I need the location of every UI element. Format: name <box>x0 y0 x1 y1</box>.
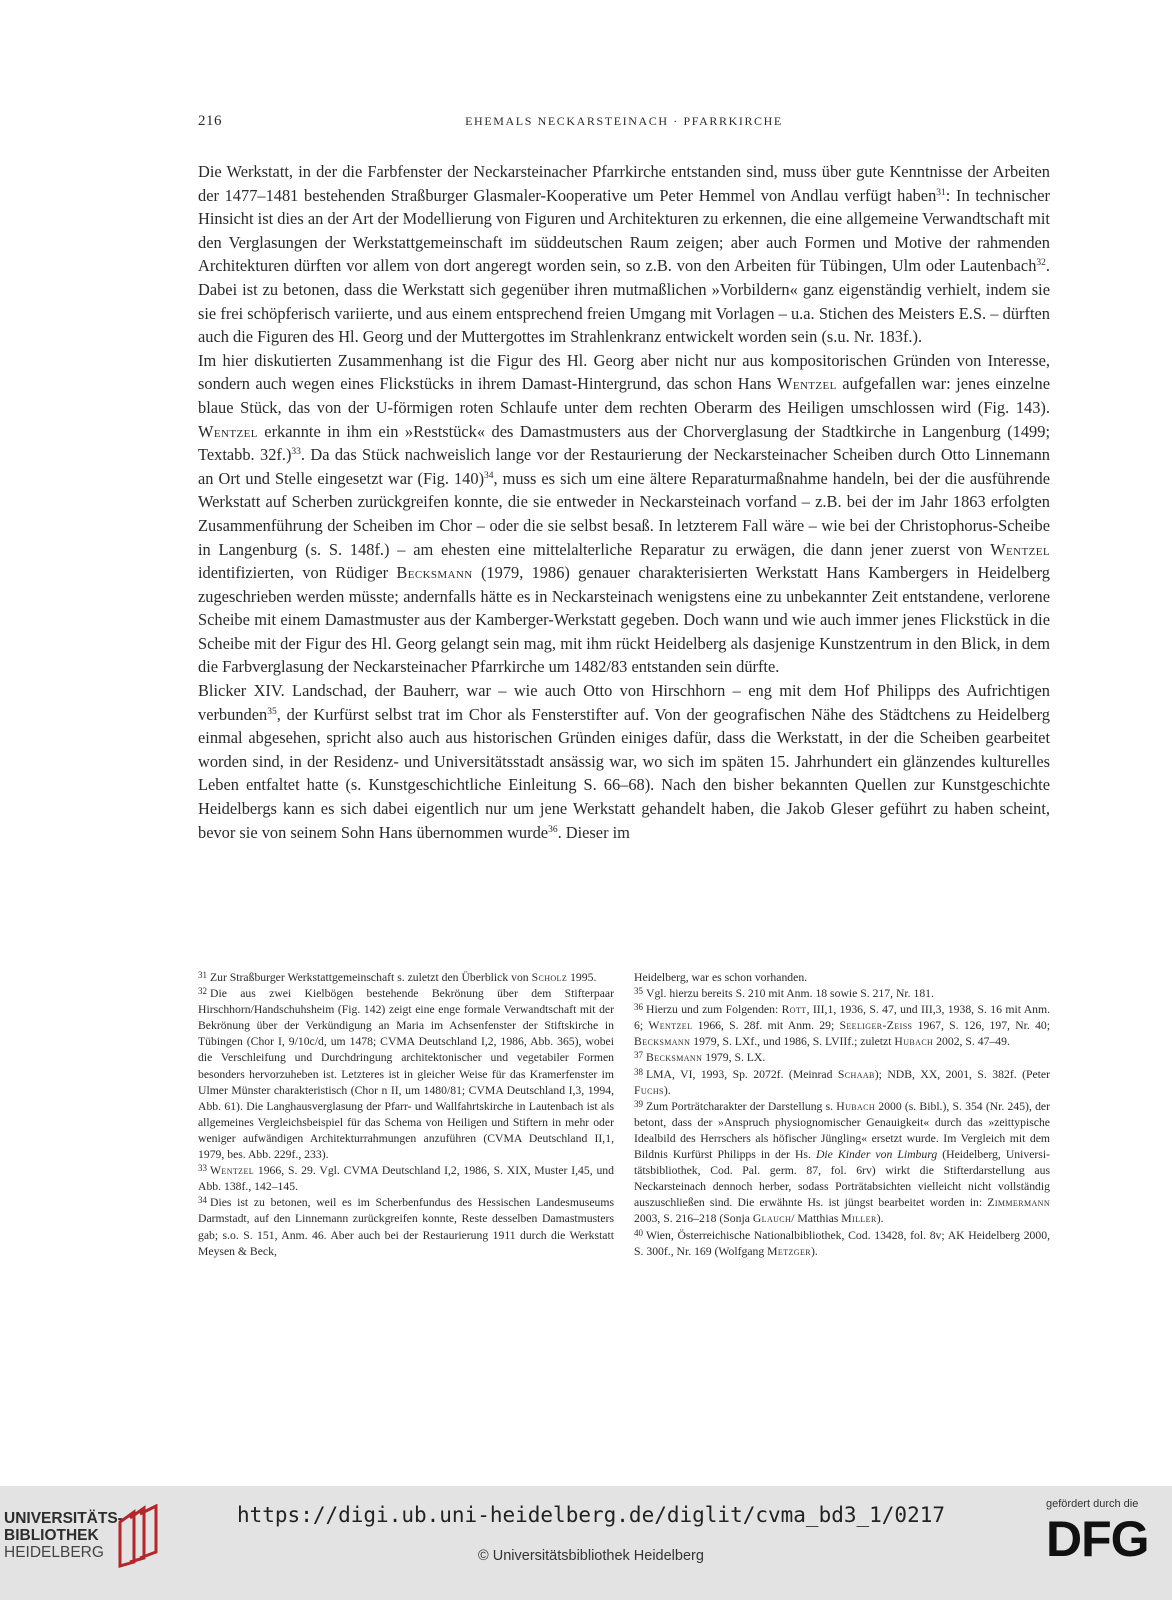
funding-caption: gefördert durch die <box>1046 1498 1139 1510</box>
footnote-34-continued: Heidelberg, war es schon vorhanden. <box>634 971 808 984</box>
footnote-38: $^{38}$ LMA, VI, 1993, Sp. 2072f. (Meinrad Schaab); NDB, XX, 2001, S. 382f. (Peter Fuchs). <box>634 1066 1050 1097</box>
footnote-34: $^{34}$ Dies ist zu betonen, weil es im Scherbenfundus des Hessischen Landesmuseums Darmstadt, auf den Linnemann zurückgreifen konnte, Reste desselben Damastmusters gab; s.o. S. 151, Anm. 46. Aber auch bei der Restaurierung 1911 durch die Werkstatt Meysen & Beck, <box>198 1195 614 1258</box>
author-name: Becksmann <box>396 563 473 583</box>
paragraph-2: Im hier diskutierten Zusammenhang ist die Figur des Hl. Georg aber nicht nur aus kompositorischen Gründen von Interesse, sondern auch wegen eines Flickstücks in ihrem Damast-Hintergrund, das schon Hans Wentzel aufgefallen war: jenes einzelne blaue Stück, das von der U-förmigen roten Schlaufe unter dem rechten Oberarm des Heiligen umschlossen wird (Fig. 143). Wentzel erkannte in ihm ein »Reststück« des Damastmusters aus der Chorverglasung der Stadtkirche in Langenburg (1499; Textabb. 32f.)$^{33}$. Da das Stück nachweislich lange vor der Restaurierung der Neckarsteinacher Scheiben durch Otto Linnemann an Ort und Stelle eingesetzt war (Fig. 140)$^{34}$, muss es sich um eine ältere Reparaturmaßnahme handeln, bei der die ausführende Werkstatt auf Scherben zurückgreifen konnte, die sie entweder in Neckarsteinach vorfand – z.B. bei der im Jahr 1863 erfolgten Zusammenführung der Scheiben im Chor – oder die sie selbst besaß. In letzterem Fall wäre – wie bei der Christophorus-Scheibe in Langenburg (s. S. 148f.) – am ehesten eine mittelalterliche Reparatur zu erwägen, die dann jener zuerst von Wentzel identifizierten, von Rüdiger Becksmann (1979, 1986) genauer charakterisierten Werkstatt Hans Kambergers in Heidelberg zugeschrieben werden müsste; andernfalls hätte es in Neckarsteinach wenigstens eine zu unbekannter Zeit entstandene, verlorene Scheibe mit einem Damastmuster aus der Kamberger-Werkstatt gegeben. Doch wann und wie auch immer jenes Flickstück in die Scheibe mit der Figur des Hl. Georg gelangt sein mag, mit ihm rückt Heidelberg als dasjenige Kunstzentrum in den Blick, in dem die Farbverglasung der Neckarsteinacher Pfarrkirche um 1482/83 entstanden sein dürfte. <box>198 350 1050 677</box>
author-name: Wentzel <box>776 374 837 394</box>
footnote-36: $^{36}$ Hierzu und zum Folgenden: Rott, III,1, 1936, S. 47, und III,3, 1938, S. 16 mit Anm. 6; Wentzel 1966, S. 28f. mit Anm. 29; Seeliger-Zeiss 1967, S. 126, 197, Nr. 40; Becksmann 1979, S. LXf., und 1986, S. LVIIf.; zuletzt Hubach 2002, S. 47–49. <box>634 1002 1051 1049</box>
footnote-33: $^{33}$ Wentzel 1966, S. 29. Vgl. CVMA Deutschland I,2, 1986, S. XIX, Muster I,45, und Abb. 138f., 142–145. <box>198 1163 614 1194</box>
page-header <box>198 113 1050 133</box>
body-text <box>198 160 1050 844</box>
page-number: 216 <box>198 113 222 129</box>
paragraph-1: Die Werkstatt, in der die Farbfenster der Neckarsteinacher Pfarrkirche entstanden sind, muss über gute Kenntnisse der Arbeiten der 1477–1481 bestehenden Straßburger Glasmaler-Kooperative um Peter Hemmel von Andlau verfügt haben$^{31}$: In technischer Hinsicht ist dies an der Art der Modellierung von Figuren und Architekturen zu erkennen, die eine allgemeine Verwandtschaft mit den Verglasungen der Werkstattgemeinschaft im süddeutschen Raum zeigen; aber auch Formen und Motive der rahmenden Architekturen dürften vor allem von dort angeregt worden sein, so z.B. von den Arbeiten für Tübingen, Ulm oder Lautenbach$^{32}$. Dabei ist zu betonen, dass die Werkstatt sich gegenüber ihren mutmaßlichen »Vorbildern« ganz eigenständig verhielt, indem sie sie frei schöpferisch variierte, und aus einem entsprechend freien Umgang mit Vorlagen – u.a. Stichen des Meisters E.S. – dürften auch die Figuren des Hl. Georg und der Muttergottes im Strahlenkranz entwickelt worden sein (s.u. Nr. 183f.). <box>198 162 1050 347</box>
author-name: Wentzel <box>990 539 1050 559</box>
footnote-40: $^{40}$ Wien, Österreichische Nationalbibliothek, Cod. 13428, fol. 8v; AK Heidelberg 2000, S. 300f., Nr. 169 (Wolfgang Metzger). <box>634 1227 1050 1258</box>
footnotes-right-column <box>634 970 1050 1260</box>
footnote-ref-32[interactable]: 32 <box>1036 258 1046 269</box>
library-name: UNIVERSITÄTS- BIBLIOTHEK HEIDELBERG <box>4 1510 123 1561</box>
footnote-ref-33[interactable]: 33 <box>291 447 301 458</box>
footnote-ref-35[interactable]: 35 <box>267 706 277 717</box>
footnote-ref-36[interactable]: 36 <box>548 824 558 835</box>
copyright-notice: © Universitätsbibliothek Heidelberg <box>478 1548 704 1564</box>
footnote-ref-31[interactable]: 31 <box>936 187 946 198</box>
footer-bar <box>0 1486 1172 1600</box>
footnote-37: $^{37}$ Becksmann 1979, S. LX. <box>634 1050 766 1065</box>
footnote-39: $^{39}$ Zum Porträtcharakter der Darstellung s. Hubach 2000 (s. Bibl.), S. 354 (Nr. 245), der betont, dass der »Anspruch physiognomischer Genauigkeit« durch das »zeittypische Idealbild des Herrschers als höfischer Jüngling« ersetzt wurde. Im Vergleich mit dem Bildnis Kurfürst Philipps in der Hs. Die Kinder von Limburg (Heidelberg, Universitätsbibliothek, Cod. Pal. germ. 87, fol. 6rv) wirkt die Stifterdarstellung aus Neckarsteinach dennoch herber, sodass Porträtabsichten vielleicht nicht vollständig auszuschließen sind. Die erwähnte Hs. ist jüngst bearbeitet worden in: Zimmermann 2003, S. 216–218 (Sonja Glauch/ Matthias Miller). <box>634 1098 1050 1226</box>
paragraph-3: Blicker XIV. Landschad, der Bauherr, war – wie auch Otto von Hirschhorn – eng mit dem Hof Philipps des Aufrichtigen verbunden$^{35}$, der Kurfürst selbst trat im Chor als Fensterstifter auf. Von der geografischen Nähe des Städtchens zu Heidelberg einmal abgesehen, spricht also auch aus historischen Gründen einiges dafür, dass die Werkstatt, in der die Scheiben gearbeitet worden sind, in der Residenz- und Universitätsstadt ansässig war, wo sich im späten 15. Jahrhundert ein glänzendes kulturelles Leben entfaltet hatte (s. Kunstgeschichtliche Einleitung S. 66–68). Nach den bisher bekannten Quellen zur Kunstgeschichte Heidelbergs kann es sich dabei eigentlich nur um jene Werkstatt gehandelt haben, die Jakob Gleser geführt zu haben scheint, bevor sie von seinem Sohn Hans übernommen wurde$^{36}$. Dieser im <box>198 681 1050 842</box>
footnotes <box>198 970 1050 1260</box>
footnote-35: $^{35}$ Vgl. hierzu bereits S. 210 mit Anm. 18 sowie S. 217, Nr. 181. <box>634 986 934 1001</box>
running-title: EHEMALS NECKARSTEINACH · PFARRKIRCHE <box>465 114 783 128</box>
author-name: Wentzel <box>198 421 258 441</box>
footnotes-left-column <box>198 970 614 1260</box>
permalink-url[interactable]: https://digi.ub.uni-heidelberg.de/diglit/cvma_bd3_1/0217 <box>236 1503 945 1527</box>
footnote-32: $^{32}$ Die aus zwei Kielbögen bestehende Bekrönung über dem Stifterpaar Hirschhorn/Handschuhsheim (Fig. 142) zeigt eine enge formale Verwandtschaft mit der Bekrönung über der Verkündigung an Maria im Achsenfenster der Stiftskirche in Tübingen (Chor I, 9/10c/d, um 1478; CVMA Deutschland I,2, 1986, Abb. 365), wobei die Verschleifung und Durchdringung architektonischer und vegetabiler Formen besonders hervorzuheben ist. Letzteres ist in gleicher Weise für das Kramerfenster im Ulmer Münster charakteristisch (Chor n II, um 1480/81; CVMA Deutschland I,3, 1994, Abb. 61). Die Langhausverglasung der Pfarr- und Wallfahrtskirche in Lautenbach ist als allgemeines Vergleichsbeispiel für das Schema von Heiligen und Stiftern in mehr oder weniger aufwändigen Architekturrahmungen anzuführen (CVMA Deutschland II,1, 1979, bes. Abb. 229f., 233). <box>198 986 614 1162</box>
footnote-31: $^{31}$ Zur Straßburger Werkstattgemeinschaft s. zuletzt den Überblick von Scholz 1995. <box>198 970 597 984</box>
footnote-ref-34[interactable]: 34 <box>484 470 494 481</box>
dfg-logo: DFG <box>1046 1511 1149 1567</box>
